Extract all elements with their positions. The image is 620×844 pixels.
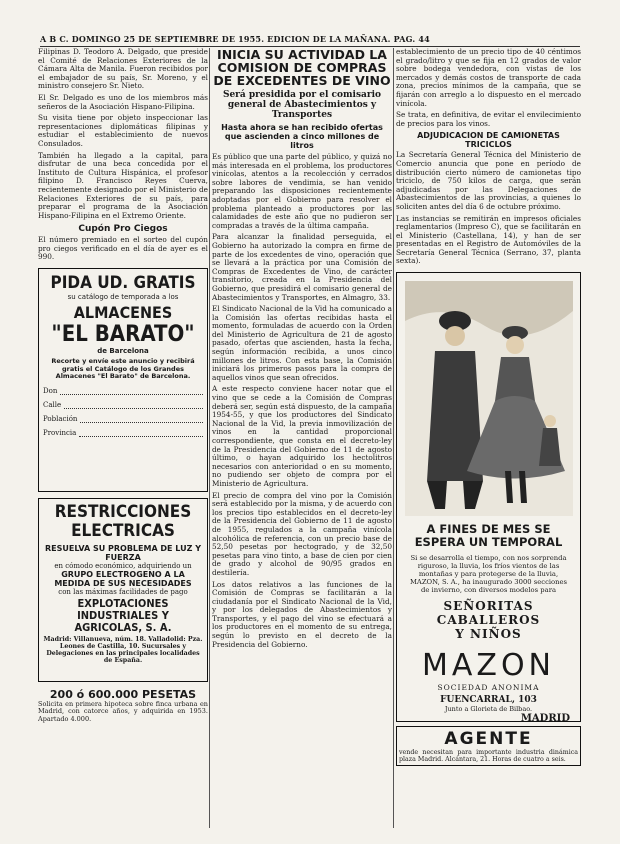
ad-heading: ESPERA UN TEMPORAL xyxy=(414,535,563,550)
ad-body: Recorte y envíe este anuncio y recibirá gratis el Catálogo de los Grandes Almacenes "El Barato" de Barcelona. xyxy=(51,357,195,381)
column-center xyxy=(212,48,392,652)
ad-title: 200 ó 600.000 PESETAS xyxy=(49,688,197,702)
ad-company: SOCIEDAD ANONIMA xyxy=(437,683,540,693)
ad-title: RESTRICCIONES xyxy=(54,502,192,523)
ad-line: con las máximas facilidades de pago xyxy=(58,588,188,597)
ad-mazon xyxy=(396,272,581,725)
ad-restricciones xyxy=(38,498,208,682)
article-paragraph: El Sr. Delgado es uno de los miembros más señeros de la Asociación Hispano-Filipina. xyxy=(38,92,208,111)
ad-address: Junto a Glorieta de Bilbao. xyxy=(444,705,533,714)
form-field-poblacion[interactable]: Población xyxy=(43,415,203,423)
ad-line: GRUPO ELECTROGENO A LA MEDIDA DE SUS NECESIDADES xyxy=(54,570,192,589)
article-paragraph: Las instancias se remitirán en impresos oficiales reglamentarios (Impreso C), que se facilitarán en el Ministerio (Castellana, 14), y han de ser presentadas en el Registro de Automóviles de la Secretaría General Técnica (Serrano, 37, planta sexta). xyxy=(396,213,581,266)
subheadline: Hasta ahora se han recibido ofertas que ascienden a cinco millones de litros xyxy=(221,123,383,150)
headline: INICIA SU ACTIVIDAD LA COMISION DE COMPRAS DE EXCEDENTES DE VINO xyxy=(213,48,391,88)
form-field-don[interactable]: Don xyxy=(43,387,203,395)
ad-address: FUENCARRAL, 103 xyxy=(440,695,537,706)
ad-line: SEÑORITAS xyxy=(443,599,534,614)
ad-title: AGENTE xyxy=(444,729,533,750)
ad-text: Solicita en primera hipoteca sobre finca urbana en Madrid, con catorce años, y adquirida en 1953. Apartado 4.000. xyxy=(38,700,208,723)
ad-line: RESUELVA SU PROBLEMA DE LUZ Y FUERZA xyxy=(44,544,201,563)
ad-brand: "EL BARATO" xyxy=(51,322,195,348)
ad-brand: MAZON xyxy=(421,648,555,684)
article-paragraph: También ha llegado a la capital, para disfrutar de una beca concedida por el Instituto de Cultura Hispánica, el profesor filipino D. Francisco Reyes Cuerva, recientemente designado por el Ministerio de Relaciones Exteriores de su país, para preparar el programa de la Asociación Hispano-Filipina en el Extremo Oriente. xyxy=(38,150,208,220)
article-paragraph: establecimiento de un precio tipo de 40 céntimos el grado/litro y que se fija en 12 grados de valor sobre bodega vendedora, con vistas de los mercados y demás costos de transporte de cada zona, precios mínimos de la campaña, que se fijarán con arreglo a lo dispuesto en el mercado vinícola. xyxy=(396,48,581,108)
ad-pesetas xyxy=(38,688,208,723)
ad-agente xyxy=(396,726,581,766)
ad-line: CABALLEROS xyxy=(436,613,541,628)
column-left xyxy=(38,48,208,726)
cupon-heading: Cupón Pro Ciegos xyxy=(78,224,168,235)
section-heading: ADJUDICACION DE CAMIONETAS TRICICLOS xyxy=(417,131,560,150)
article-paragraph: La Secretaría General Técnica del Ministerio de Comercio anuncia que pone en período de distribución cierto número de camionetas tipo triciclo, de 750 kilos de carga, que serán adjudicadas por las Delegaciones de Abastecimientos de las provincias, a quienes lo soliciten antes del día 6 de octubre próximo. xyxy=(396,150,581,211)
ad-city: MADRID xyxy=(520,713,570,725)
article-paragraph: El precio de compra del vino por la Comisión será establecido por la misma, y de acuerdo con los precios tipo establecidos en el decreto-ley de la Presidencia del Gobierno de 11 de agosto de 1955, regulados a la campaña vinícola alcohólica de referencia, con un precio base de 52,50 pesetas por hectogrado, y de 32,50 pesetas para vino tinto, a base de cien por cien de grado y alcohol de 90/95 grados en destilería. xyxy=(212,490,392,577)
article-paragraph: A este respecto conviene hacer notar que el vino que se cede a la Comisión de Compras deberá ser, según está dispuesto, de la campaña 1954-55, y que los productores del Sindicato Nacional de la Vid, la previa inmovilización de vinos en la cantidad proporcional correspondiente, que consta en el decreto-ley de la Presidencia del Gobierno de 11 de agosto último, o hayan adquirido los hectolitros necesarios con anterioridad o en su momento, no pudiendo ser objeto de compra por el Ministerio de Agricultura. xyxy=(212,384,392,488)
ad-address: Madrid: Villanueva, núm. 18. Valladolid: Pza. Leones de Castilla, 10. Sucursales y Delegaciones en las principales localidades de España. xyxy=(43,636,203,665)
article-paragraph: Para alcanzar la finalidad perseguida, el Gobierno ha autorizado la compra en firme de parte de los excedentes de vino, operación que se llevará a la práctica por una Comisión de Compras de Excedentes de Vino, de carácter transitorio, creada en la Presidencia del Gobierno, que presidirá el comisario general de Abastecimientos y Transportes, en Almagro, 33. xyxy=(212,232,392,302)
article-paragraph: Su visita tiene por objeto inspeccionar las representaciones diplomáticas filipinas y estudiar el establecimiento de nuevos Consulados. xyxy=(38,113,208,148)
form-field-calle[interactable]: Calle xyxy=(43,401,203,409)
ad-almacenes: ALMACENES xyxy=(73,303,173,323)
ad-el-barato xyxy=(38,268,208,492)
ad-body: Si se desarrolla el tiempo, con nos sorprenda riguroso, la lluvia, los fríos vientos de las montañas y para protegerse de la lluvia, MAZON, S. A., ha inaugurado 3000 secciones de invierno, con diversos modelos para xyxy=(409,554,568,595)
subheadline: Será presidida por el comisario general de Abastecimientos y Transportes xyxy=(222,90,382,120)
ad-subtitle: su catálogo de temporada a los xyxy=(67,293,179,302)
ad-line: Y NIÑOS xyxy=(455,627,522,642)
ad-brand: EXPLOTACIONES INDUSTRIALES Y AGRICOLAS, S. A. xyxy=(74,597,172,635)
ad-title: PIDA UD. GRATIS xyxy=(50,273,196,294)
article-paragraph: Filipinas D. Teodoro A. Delgado, que preside el Comité de Relaciones Exteriores de la Cámara Alta de Manila. Fueron recibidos por el embajador de su país, Sr. Moreno, y el ministro consejero Sr. Nieto. xyxy=(38,48,208,91)
column-divider xyxy=(393,48,394,828)
page-header: A B C. DOMINGO 25 DE SEPTIEMBRE DE 1955. EDICION DE LA MAÑANA. PAG. 44 xyxy=(40,34,580,47)
form-field-provincia[interactable]: Provincia xyxy=(43,429,203,437)
column-divider xyxy=(209,48,210,828)
article-paragraph: Los datos relativos a las funciones de la Comisión de Compras se facilitarán a la ciudadanía por el Sindicato Nacional de la Vid, y por los delegados de Abastecimientos y Transportes, y el pago del vino se efectuará a los productores en el momento de su entrega, según lo previsto en el decreto de la Presidencia del Gobierno. xyxy=(212,579,392,649)
cupon-text: El número premiado en el sorteo del cupón pro ciegos verificado en el día de ayer es el 990. xyxy=(38,235,208,262)
ad-text: vende necesitan para importante industria dinámica plaza Madrid. Alcántara, 21. Horas de cuatro a seis. xyxy=(399,749,578,764)
fashion-illustration xyxy=(405,281,573,516)
ad-line: en cómodo económico, adquiriendo un xyxy=(54,562,192,571)
article-paragraph: Se trata, en definitiva, de evitar el envilecimiento de precios para los vinos. xyxy=(396,110,581,128)
article-paragraph: Es público que una parte del público, y quizá no más interesada en el problema, los productores vinícolas, atentos a la recolección y cerrados sobre labores de vendimia, se han venido preparando las disposiciones recientemente adoptadas por el Gobierno para resolver el problema planteado a productores por las calamidades de este año que no pudieron ser compradas a través de la última campaña. xyxy=(212,152,392,230)
column-right xyxy=(396,48,581,766)
ad-city: de Barcelona xyxy=(97,347,149,356)
ad-title: ELECTRICAS xyxy=(71,521,175,542)
article-paragraph: El Sindicato Nacional de la Vid ha comunicado a la Comisión las ofertas recibidas hasta el momento, formuladas de acuerdo con la Orden del Ministerio de Agricultura de 21 de agosto pasado, ofertas que ascienden, hasta la fecha, según información recibida, a unos cinco millones de litros. Con esta base, la Comisión iniciará los primeros pasos para la compra de aquellos vinos que sean ofrecidos. xyxy=(212,304,392,382)
ad-heading: A FINES DE MES SE xyxy=(426,522,551,537)
